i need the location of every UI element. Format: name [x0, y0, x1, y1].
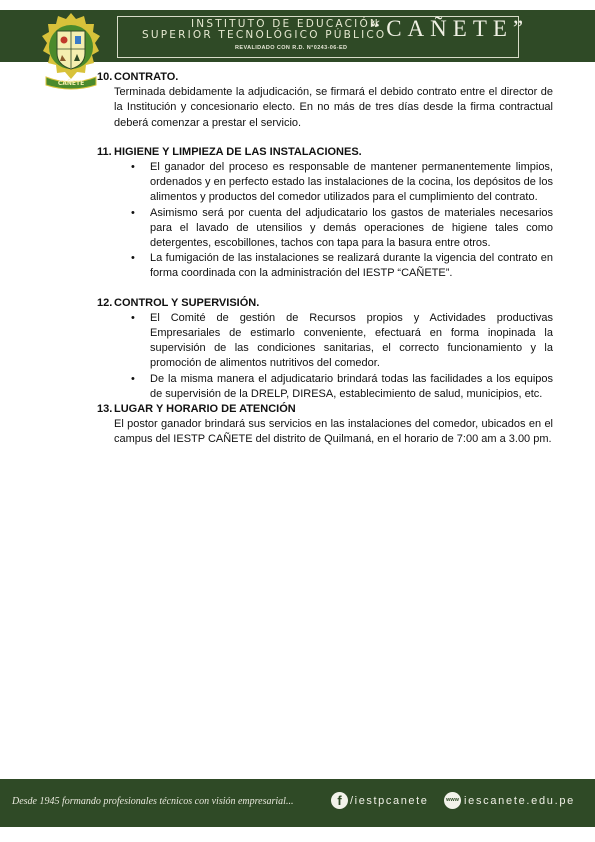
- section-title: CONTROL Y SUPERVISIÓN.: [114, 296, 260, 309]
- bullet-icon: •: [131, 372, 135, 385]
- section-number: 11.: [97, 145, 112, 158]
- institute-logo-icon: [40, 11, 102, 91]
- bullet-list: [97, 160, 553, 282]
- globe-icon[interactable]: www: [444, 792, 461, 809]
- website-link[interactable]: iescanete.edu.pe: [464, 795, 575, 807]
- section-heading-10: [97, 70, 553, 85]
- revalidation-text: REVALIDADO CON R.D. N°0243-06-ED: [235, 45, 348, 51]
- list-item-text: La fumigación de las instalaciones se realizará durante la vigencia del contrato en forma coordinada con la administración del IESTP “CAÑETE”.: [150, 252, 553, 280]
- institute-name: “CAÑETE”: [370, 16, 530, 41]
- section-paragraph: El postor ganador brindará sus servicios en las instalaciones del comedor, ubicados en el campus del IESTP CAÑETE del distrito de Quilmaná, en el horario de 7:00 am a 3.00 pm.: [114, 418, 553, 446]
- list-item-text: El Comité de gestión de Recursos propios y Actividades productivas Empresariales de estimarlo conveniente, efectuará en forma inopinada la supervisión de las condiciones sanitarias, el correcto funcionamiento y la promoción de alimentos nutritivos del comedor.: [150, 311, 553, 370]
- section-title: CONTRATO.: [114, 71, 179, 83]
- section-heading-11: [97, 145, 553, 160]
- logo-text: CAÑETE: [57, 80, 85, 87]
- document-body: [97, 70, 553, 448]
- section-title: LUGAR Y HORARIO DE ATENCIÓN: [114, 403, 296, 416]
- list-item: [131, 206, 553, 252]
- list-item-text: El ganador del proceso es responsable de mantener permanentemente limpios, ordenados y en perfecto estado las instalaciones de la cocina, los depósitos de los alimentos y productos del comedor utilizados para el cumplimiento del contrato.: [150, 161, 553, 204]
- list-item-text: Asimismo será por cuenta del adjudicatario los gastos de materiales necesarios para el lavado de utensilios y demás operaciones de higiene tales como detergentes, escobillones, tachos con tapa para la basura entre otros.: [150, 206, 553, 250]
- list-item: [131, 160, 553, 206]
- list-item: [131, 311, 553, 372]
- list-item: [131, 372, 553, 402]
- section-number: 12.: [97, 296, 113, 309]
- bullet-icon: •: [131, 311, 135, 324]
- section-heading-13: [97, 402, 553, 417]
- institute-line-2: SUPERIOR TECNOLÓGICO PÚBLICO: [142, 29, 387, 41]
- list-item: [131, 251, 553, 281]
- section-number: 13.: [97, 403, 113, 416]
- bullet-icon: •: [131, 161, 135, 174]
- section-paragraph: Terminada debidamente la adjudicación, se firmará el debido contrato entre el director de la Institución y concesionario electo. En no más de tres días desde la firma contractual deberá comenzar a prestar el servicio.: [114, 86, 553, 129]
- facebook-icon[interactable]: f: [331, 792, 348, 809]
- section-number: 10.: [97, 71, 113, 83]
- bullet-icon: •: [131, 206, 135, 219]
- section-title: HIGIENE Y LIMPIEZA DE LAS INSTALACIONES.: [114, 145, 362, 158]
- bullet-list: [97, 311, 553, 402]
- list-item-text: De la misma manera el adjudicatario brindará todas las facilidades a los equipos de supervisión de la DRELP, DIRESA, establecimiento de salud, municipios, etc.: [150, 372, 553, 400]
- institute-line-1: INSTITUTO DE EDUCACIÓN: [191, 18, 380, 30]
- bullet-icon: •: [131, 252, 135, 265]
- footer-slogan: Desde 1945 formando profesionales técnicos con visión empresarial...: [12, 796, 294, 807]
- facebook-link[interactable]: /iestpcanete: [350, 795, 429, 807]
- section-heading-12: [97, 296, 553, 311]
